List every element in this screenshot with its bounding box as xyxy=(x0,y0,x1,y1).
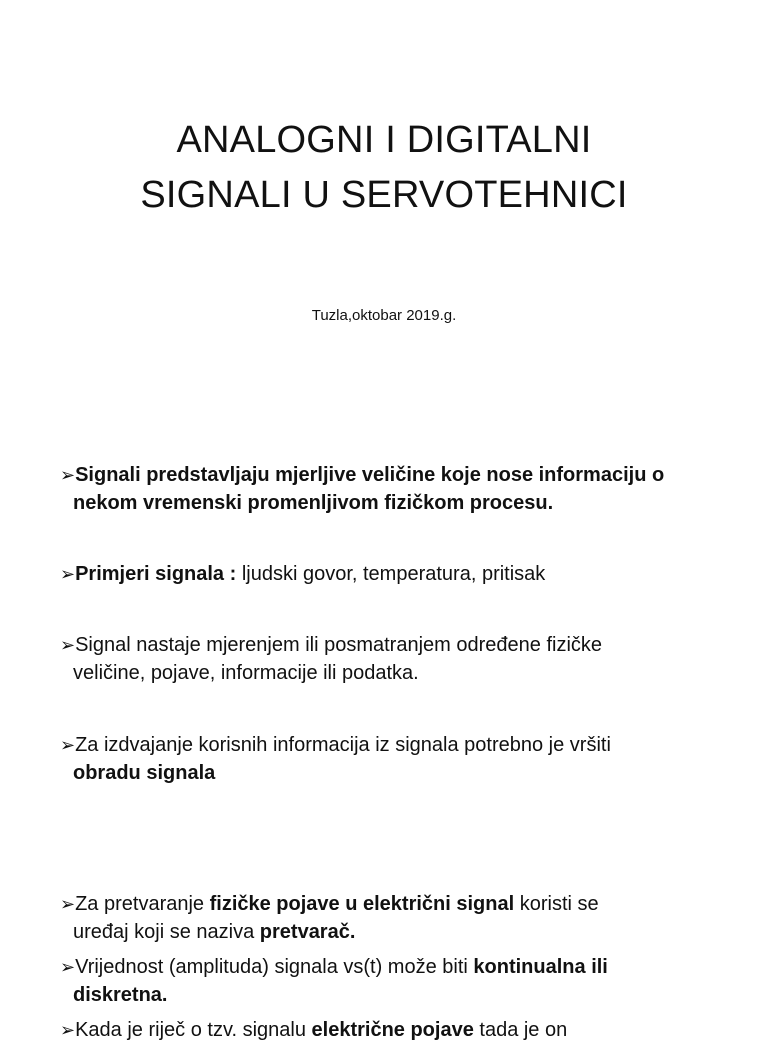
bullet-text: ljudski govor, temperatura, pritisak xyxy=(236,563,546,585)
bullet-text: Kada je riječ o tzv. signalu xyxy=(75,1019,312,1041)
bullet-bold-text: pretvarač. xyxy=(259,921,356,943)
bullet-amplitude xyxy=(60,953,750,1009)
bullet-text: Za pretvaranje xyxy=(75,893,210,915)
arrow-bullet-icon: ➢ xyxy=(60,894,76,914)
arrow-bullet-icon: ➢ xyxy=(60,564,76,584)
arrow-bullet-icon: ➢ xyxy=(60,635,76,655)
title-line-2: SIGNALI U SERVOTEHNICI xyxy=(140,174,628,216)
bullet-bold-text: diskretna. xyxy=(73,984,168,1006)
bullet-text: Signal nastaje mjerenjem ili posmatranjem određene fizičke xyxy=(75,634,603,656)
bullet-text: Za izdvajanje korisnih informacija iz signala potrebno je vršiti xyxy=(75,734,611,756)
slide-subtitle: Tuzla,oktobar 2019.g. xyxy=(311,307,457,324)
bullet-signal-origin xyxy=(60,631,750,687)
bullet-text: uređaj koji se naziva xyxy=(73,921,260,943)
bullet-text: koristi se xyxy=(514,893,599,915)
arrow-bullet-icon: ➢ xyxy=(60,1020,76,1040)
bullet-bold-text: električne pojave xyxy=(311,1019,474,1041)
bullet-electrical-signal xyxy=(60,1016,750,1044)
bullet-bold-text: obradu signala xyxy=(73,762,216,784)
bullet-text: tada je on xyxy=(473,1019,568,1041)
bullet-bold-text: Signali predstavljaju mjerljive veličine koje nose informaciju o xyxy=(75,464,665,486)
bullet-line-2 xyxy=(60,918,750,946)
slide-title xyxy=(0,113,768,223)
content-slide xyxy=(0,428,768,1041)
bullet-signal-examples xyxy=(60,560,750,588)
bullet-signals-definition xyxy=(60,461,750,517)
bullet-bold-text: Primjeri signala : xyxy=(75,563,237,585)
bullet-signal-processing xyxy=(60,731,750,787)
bullet-bold-text: fizičke pojave u električni signal xyxy=(209,893,515,915)
title-slide xyxy=(0,0,768,428)
bullet-bold-text: nekom vremenski promenljivom fizičkom procesu. xyxy=(73,492,554,514)
arrow-bullet-icon: ➢ xyxy=(60,465,76,485)
bullet-text: Vrijednost (amplituda) signala vs(t) može biti xyxy=(75,956,474,978)
arrow-bullet-icon: ➢ xyxy=(60,735,76,755)
arrow-bullet-icon: ➢ xyxy=(60,957,76,977)
bullet-bold-text: kontinualna ili xyxy=(473,956,608,978)
title-line-1: ANALOGNI I DIGITALNI xyxy=(176,119,592,161)
bullet-text: veličine, pojave, informacije ili podatka. xyxy=(73,662,419,684)
bullet-transducer xyxy=(60,890,750,946)
